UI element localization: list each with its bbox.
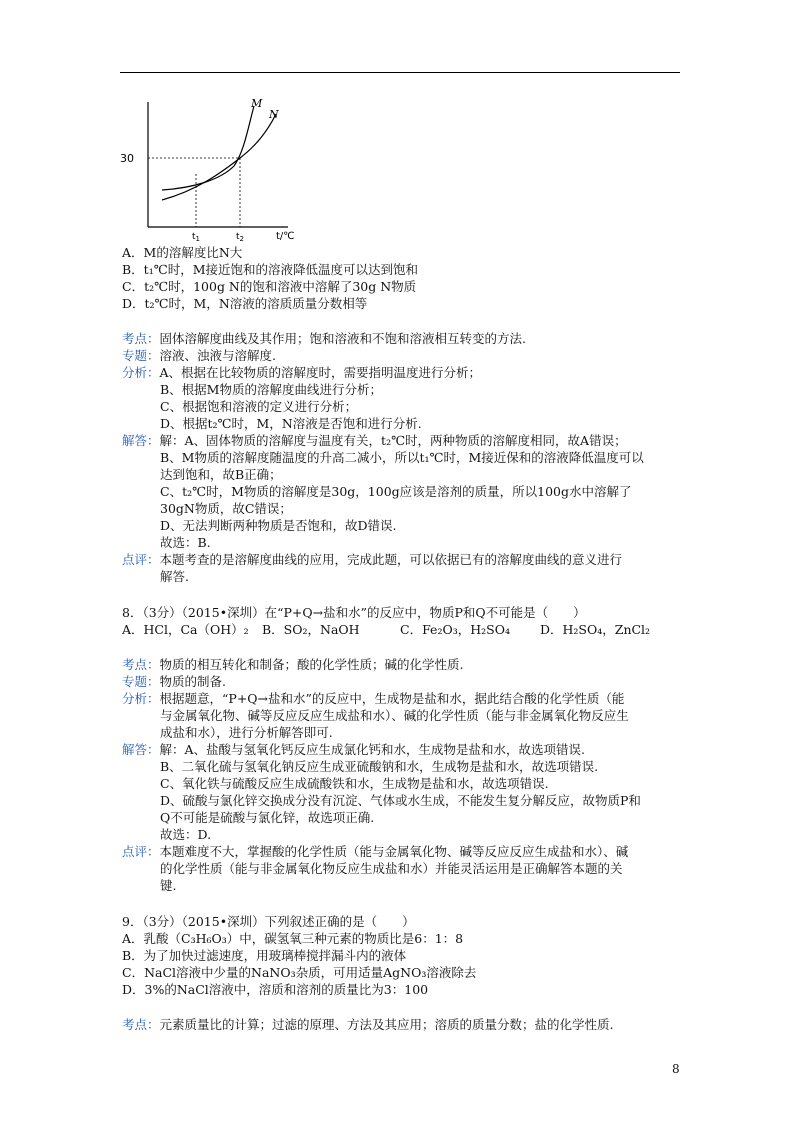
q8-jieda-5: Q不可能是硫酸与氯化锌，故选项正确.	[160, 810, 375, 825]
q8-zhuanti: 专题：物质的制备.	[122, 674, 226, 689]
q8-jieda-6: 故选：D.	[160, 827, 212, 842]
kaodian-label: 考点：	[122, 1017, 160, 1032]
curve-m	[162, 106, 254, 190]
q9-option-c: C．NaCl溶液中少量的NaNO₃杂质，可用适量AgNO₃溶液除去	[122, 965, 477, 980]
x-tick-t1: $t_1$	[192, 232, 200, 242]
q8-stem: 8．（3分）（2015•深圳）在“P+Q→盐和水”的反应中，物质P和Q不可能是（ ）	[122, 605, 586, 620]
curve-n-label: N	[269, 108, 279, 121]
q8-jieda: 解答：解：A、盐酸与氢氧化钙反应生成氯化钙和水，生成物是盐和水，故选项错误.	[122, 742, 586, 757]
q7-dianping: 点评：本题考查的是溶解度曲线的应用，完成此题，可以依据已有的溶解度曲线的意义进行	[122, 552, 623, 567]
q7-jieda-3: 达到饱和，故B正确；	[160, 467, 282, 482]
q7-option-d: D．t₂℃时，M，N溶液的溶质质量分数相等	[122, 296, 368, 311]
q8-dianping-2: 的化学性质（能与非金属氧化物反应生成盐和水）并能灵活运用是正确解答本题的关	[160, 861, 623, 876]
q9-option-b: B．为了加快过滤速度，用玻璃棒搅拌漏斗内的液体	[122, 948, 407, 963]
kaodian-label: 考点：	[122, 657, 160, 672]
x-tick-t2: $t_2$	[236, 232, 244, 242]
q8-kaodian: 考点：物质的相互转化和制备；酸的化学性质；碱的化学性质.	[122, 657, 464, 672]
header-rule	[120, 72, 680, 73]
q7-kaodian: 考点：固体溶解度曲线及其作用；饱和溶液和不饱和溶液相互转变的方法.	[122, 331, 526, 346]
q9-option-d: D．3%的NaCl溶液中，溶质和溶剂的质量比为3：100	[122, 982, 429, 997]
page-number: 8	[672, 1062, 680, 1076]
solubility-chart	[118, 92, 298, 242]
q7-jieda-2: B、M物质的溶解度随温度的升高二减小，所以t₁℃时，M接近保和的溶液降低温度可以	[160, 450, 644, 465]
jieda-label: 解答：	[122, 433, 160, 448]
kaodian-label: 考点：	[122, 331, 160, 346]
q8-dianping-3: 键.	[160, 878, 177, 893]
q7-zhuanti: 专题：溶液、浊液与溶解度.	[122, 348, 276, 363]
q9-kaodian: 考点：元素质量比的计算；过滤的原理、方法及其应用；溶质的质量分数；盐的化学性质.	[122, 1017, 614, 1032]
q7-jieda: 解答：解：A、固体物质的溶解度与温度有关，t₂℃时，两种物质的溶解度相同，故A错误；	[122, 433, 627, 448]
q8-fenxi-2: 与金属氧化物、碱等反应反应生成盐和水）、碱的化学性质（能与非金属氧化物反应生	[160, 708, 629, 723]
q9-option-a: A．乳酸（C₃H₆O₃）中，碳氢氧三种元素的物质比是6：1：8	[122, 931, 464, 946]
q7-jieda-4: C、t₂℃时，M物质的溶解度是30g，100g应该是溶剂的质量，所以100g水中溶解了	[160, 484, 632, 499]
x-axis-label: t/℃	[276, 231, 295, 242]
dianping-label: 点评：	[122, 552, 160, 567]
q7-jieda-5: 30gN物质，故C错误；	[160, 501, 292, 516]
zhuanti-label: 专题：	[122, 674, 160, 689]
zhuanti-label: 专题：	[122, 348, 160, 363]
q7-fenxi: 分析：A、根据在比较物质的溶解度时，需要指明温度进行分析；	[122, 365, 482, 380]
curve-n	[162, 114, 276, 200]
q7-jieda-6: D、无法判断两种物质是否饱和，故D错误.	[160, 518, 397, 533]
q8-option-d: D．H₂SO₄，ZnCl₂	[540, 622, 651, 637]
curve-m-label: M	[251, 97, 263, 110]
q8-jieda-3: C、氧化铁与硫酸反应生成硫酸铁和水，生成物是盐和水，故选项错误.	[160, 776, 549, 791]
q8-option-b: B．SO₂，NaOH	[262, 622, 360, 637]
q7-dianping-2: 解答.	[160, 569, 189, 584]
q7-jieda-7: 故选：B.	[160, 535, 211, 550]
dianping-label: 点评：	[122, 844, 160, 859]
q8-option-c: C．Fe₂O₃，H₂SO₄	[400, 622, 510, 637]
q7-option-a: A．M的溶解度比N大	[122, 245, 243, 260]
q7-fenxi-b: B、根据M物质的溶解度曲线进行分析；	[160, 382, 382, 397]
y-tick-30: 30	[120, 152, 134, 165]
jieda-label: 解答：	[122, 742, 160, 757]
q7-option-c: C．t₂℃时，100g N的饱和溶液中溶解了30g N物质	[122, 279, 417, 294]
q8-option-a: A．HCl，Ca（OH）₂	[122, 622, 249, 637]
q8-fenxi-3: 成盐和水），进行分析解答即可.	[160, 725, 333, 740]
q8-dianping: 点评：本题难度不大，掌握酸的化学性质（能与金属氧化物、碱等反应反应生成盐和水）、碱	[122, 844, 629, 859]
q7-option-b: B．t₁℃时，M接近饱和的溶液降低温度可以达到饱和	[122, 262, 419, 277]
fenxi-label: 分析：	[122, 365, 160, 380]
q8-jieda-4: D、硫酸与氯化锌交换成分没有沉淀、气体或水生成，不能发生复分解反应，故物质P和	[160, 793, 641, 808]
q8-jieda-2: B、二氧化硫与氢氧化钠反应生成亚硫酸钠和水，生成物是盐和水，故选项错误.	[160, 759, 599, 774]
q7-fenxi-c: C、根据饱和溶液的定义进行分析；	[160, 399, 358, 414]
fenxi-label: 分析：	[122, 691, 160, 706]
q7-fenxi-d: D、根据t₂℃时，M，N溶液是否饱和进行分析.	[160, 416, 422, 431]
q8-fenxi: 分析：根据题意，“P+Q→盐和水”的反应中，生成物是盐和水，据此结合酸的化学性质（能	[122, 691, 625, 706]
q9-stem: 9．（3分）（2015•深圳）下列叙述正确的是（ ）	[122, 914, 415, 929]
